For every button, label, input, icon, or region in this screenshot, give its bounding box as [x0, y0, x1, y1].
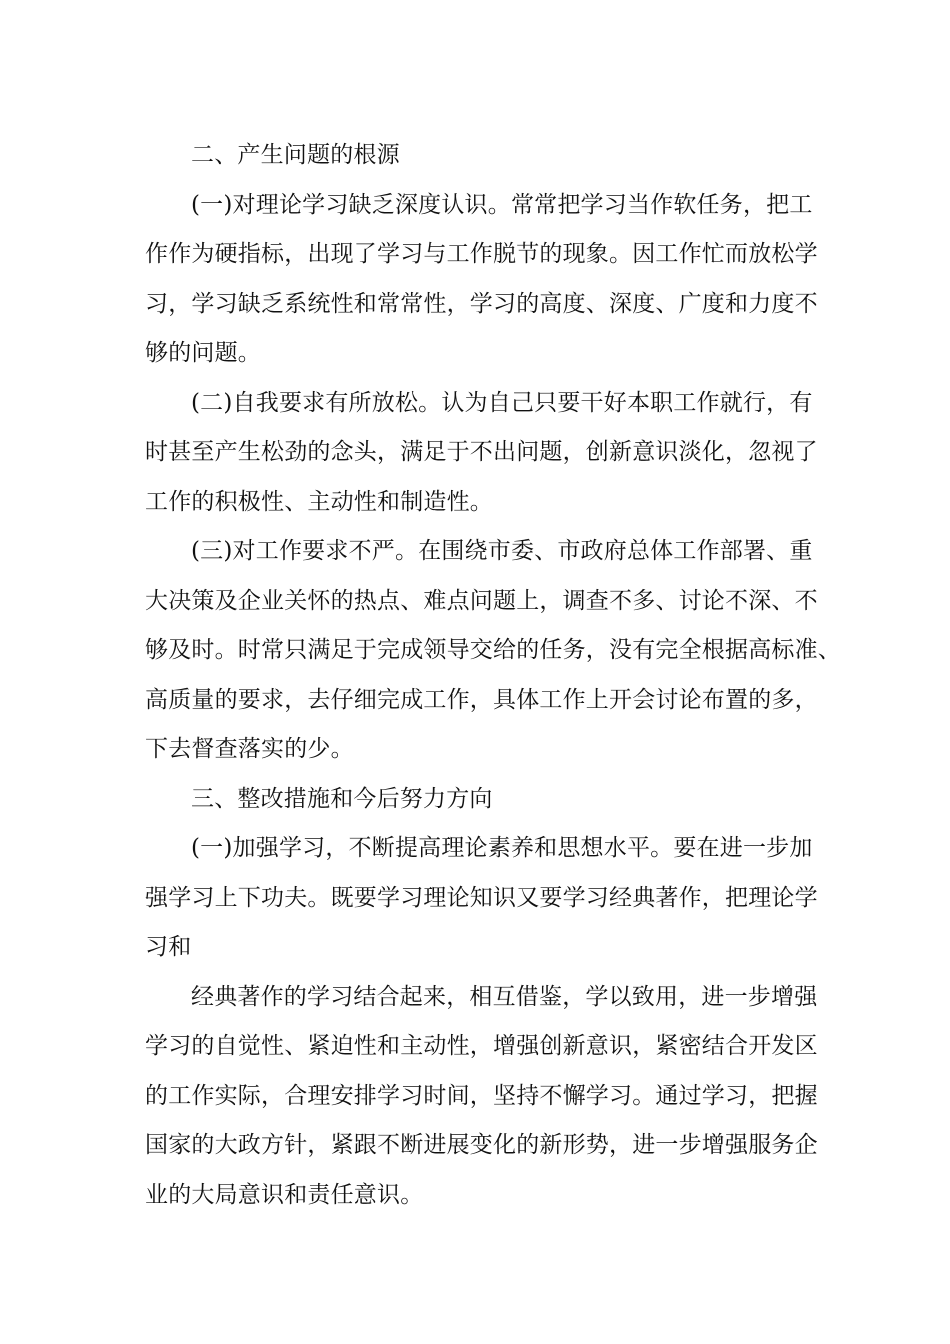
paragraph-line: 习，学习缺乏系统性和常常性，学习的高度、深度、广度和力度不 [145, 290, 818, 317]
paragraph-line: 强学习上下功夫。既要学习理论知识又要学习经典著作，把理论学 [145, 884, 818, 911]
paragraph-line: 够的问题。 [145, 340, 261, 366]
paragraph-line: 高质量的要求，去仔细完成工作，具体工作上开会讨论布置的多， [145, 686, 818, 713]
section-heading-3: 三、整改措施和今后努力方向 [191, 785, 493, 812]
paragraph-line: 够及时。时常只满足于完成领导交给的任务，没有完全根据高标准、 [145, 637, 841, 663]
paragraph-line: 的工作实际，合理安排学习时间，坚持不懈学习。通过学习，把握 [145, 1082, 818, 1109]
paragraph-line: (二)自我要求有所放松。认为自己只要干好本职工作就行，有 [191, 389, 813, 416]
paragraph-line: 下去督查落实的少。 [145, 736, 354, 762]
paragraph-line: 习和 [145, 934, 192, 960]
paragraph-line: 工作的积极性、主动性和制造性。 [145, 488, 493, 515]
paragraph-line: 时甚至产生松劲的念头，满足于不出问题，创新意识淡化，忽视了 [145, 439, 818, 465]
paragraph-line: 大决策及企业关怀的热点、难点问题上，调查不多、讨论不深、不 [145, 587, 818, 614]
section-heading-2: 二、产生问题的根源 [191, 142, 400, 168]
paragraph-line: 业的大局意识和责任意识。 [145, 1181, 424, 1208]
paragraph-line: 学习的自觉性、紧迫性和主动性，增强创新意识，紧密结合开发区 [145, 1033, 818, 1059]
paragraph-line: (三)对工作要求不严。在围绕市委、市政府总体工作部署、重 [191, 538, 813, 564]
paragraph-line: 国家的大政方针，紧跟不断进展变化的新形势，进一步增强服务企 [145, 1132, 818, 1158]
document-body [145, 131, 841, 1220]
paragraph-line: 作作为硬指标，出现了学习与工作脱节的现象。因工作忙而放松学 [145, 241, 818, 267]
paragraph-line: (一)加强学习，不断提高理论素养和思想水平。要在进一步加 [191, 835, 813, 861]
paragraph-line: 经典著作的学习结合起来，相互借鉴，学以致用，进一步增强 [191, 983, 818, 1010]
paragraph-line: (一)对理论学习缺乏深度认识。常常把学习当作软任务，把工 [191, 191, 813, 218]
